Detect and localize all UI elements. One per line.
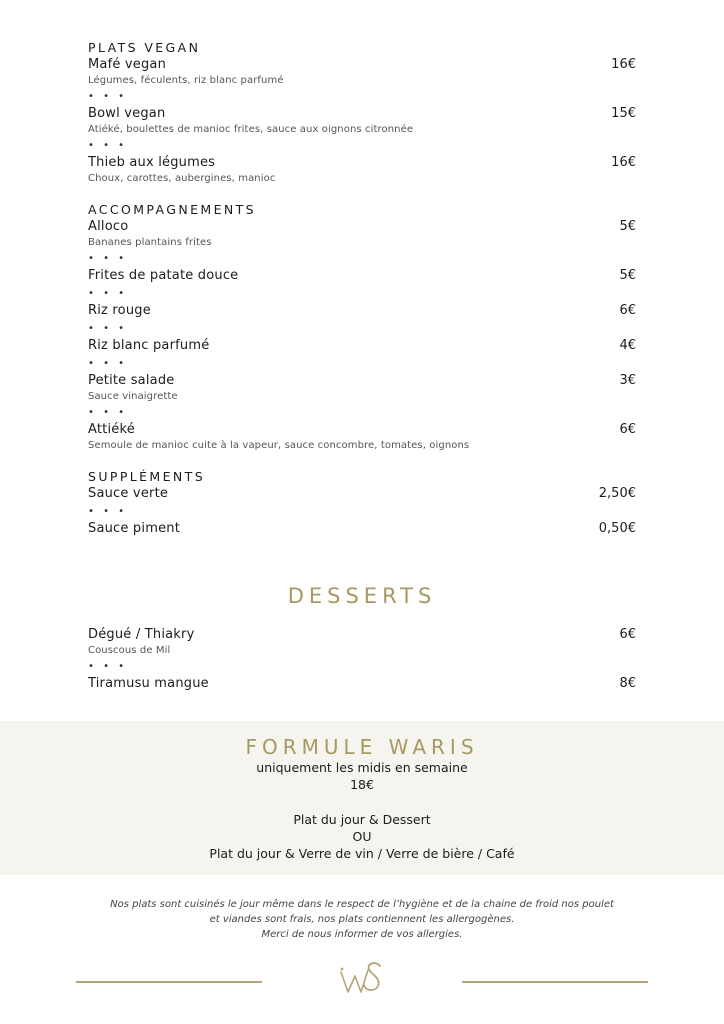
formule-subtitle: uniquement les midis en semaine	[256, 760, 468, 775]
menu-sections	[88, 40, 636, 538]
item-price: 0,50€	[598, 521, 636, 536]
item-separator: • • •	[88, 661, 128, 672]
item-name: Thieb aux légumes	[88, 155, 216, 170]
item-description: Bananes plantains frites	[88, 237, 212, 248]
item-name: Sauce piment	[88, 521, 180, 536]
item-description: Atiéké, boulettes de manioc frites, sauce aux oignons citronnée	[88, 124, 414, 135]
item-description: Choux, carottes, aubergines, manioc	[88, 173, 276, 184]
note-line-2: et viandes sont frais, nos plats contiennent les allergogènes.	[209, 914, 515, 925]
item-price: 3€	[619, 373, 636, 388]
menu-section	[88, 469, 636, 538]
section-title: ACCOMPAGNEMENTS	[88, 202, 257, 217]
menu-item	[88, 154, 636, 186]
item-name: Dégué / Thiakry	[88, 627, 195, 642]
menu-item	[88, 485, 636, 503]
menu-item	[88, 56, 636, 88]
menu-item	[88, 520, 636, 538]
item-name: Mafé vegan	[88, 57, 167, 72]
item-price: 16€	[611, 57, 636, 72]
menu-item	[88, 302, 636, 320]
item-separator: • • •	[88, 91, 128, 102]
item-name: Petite salade	[88, 373, 175, 388]
item-name: Frites de patate douce	[88, 268, 239, 283]
menu-item	[88, 626, 636, 658]
menu-item	[88, 267, 636, 285]
formule-title: FORMULE WARIS	[245, 735, 479, 759]
menu-item	[88, 105, 636, 137]
menu-item	[88, 372, 636, 404]
menu-section	[88, 202, 636, 453]
item-price: 6€	[619, 627, 636, 642]
menu-item	[88, 421, 636, 453]
formule-price: 18€	[350, 777, 374, 792]
item-name: Riz rouge	[88, 303, 151, 318]
formule-or: OU	[352, 829, 372, 844]
item-price: 4€	[619, 338, 636, 353]
desserts-list	[88, 626, 636, 693]
item-description: Légumes, féculents, riz blanc parfumé	[88, 75, 284, 86]
note-line-1: Nos plats sont cuisinés le jour même dans le respect de l’hygiène et de la chaine de froid nos poulet	[110, 899, 614, 910]
item-price: 6€	[619, 303, 636, 318]
item-separator: • • •	[88, 506, 128, 517]
item-separator: • • •	[88, 358, 128, 369]
item-separator: • • •	[88, 288, 128, 299]
item-price: 6€	[619, 422, 636, 437]
footer-rule-right	[462, 981, 648, 983]
menu-item	[88, 218, 636, 250]
item-price: 5€	[619, 268, 636, 283]
footer-rule-left	[76, 981, 262, 983]
item-name: Riz blanc parfumé	[88, 338, 210, 353]
formule-option-1: Plat du jour & Dessert	[293, 812, 431, 827]
item-name: Tiramusu mangue	[88, 676, 209, 691]
section-title: SUPPLÉMENTS	[88, 469, 206, 484]
item-description: Sauce vinaigrette	[88, 391, 178, 402]
item-separator: • • •	[88, 253, 128, 264]
item-price: 2,50€	[598, 486, 636, 501]
item-price: 16€	[611, 155, 636, 170]
ws-logo-icon	[337, 958, 387, 998]
item-name: Alloco	[88, 219, 129, 234]
menu-item	[88, 675, 636, 693]
section-title: PLATS VEGAN	[88, 40, 201, 55]
formule-option-2: Plat du jour & Verre de vin / Verre de bière / Café	[209, 846, 515, 861]
item-separator: • • •	[88, 140, 128, 151]
note-line-3: Merci de nous informer de vos allergies.	[261, 929, 463, 940]
item-separator: • • •	[88, 407, 128, 418]
item-name: Sauce verte	[88, 486, 169, 501]
item-description: Semoule de manioc cuite à la vapeur, sauce concombre, tomates, oignons	[88, 440, 470, 451]
item-description: Couscous de Mil	[88, 645, 171, 656]
item-name: Attiéké	[88, 422, 135, 437]
menu-item	[88, 337, 636, 355]
item-price: 15€	[611, 106, 636, 121]
item-name: Bowl vegan	[88, 106, 166, 121]
desserts-heading: DESSERTS	[287, 584, 437, 608]
allergy-note	[60, 897, 664, 942]
item-price: 5€	[619, 219, 636, 234]
formule-waris-band	[0, 721, 724, 875]
item-price: 8€	[619, 676, 636, 691]
menu-section	[88, 40, 636, 186]
item-separator: • • •	[88, 323, 128, 334]
